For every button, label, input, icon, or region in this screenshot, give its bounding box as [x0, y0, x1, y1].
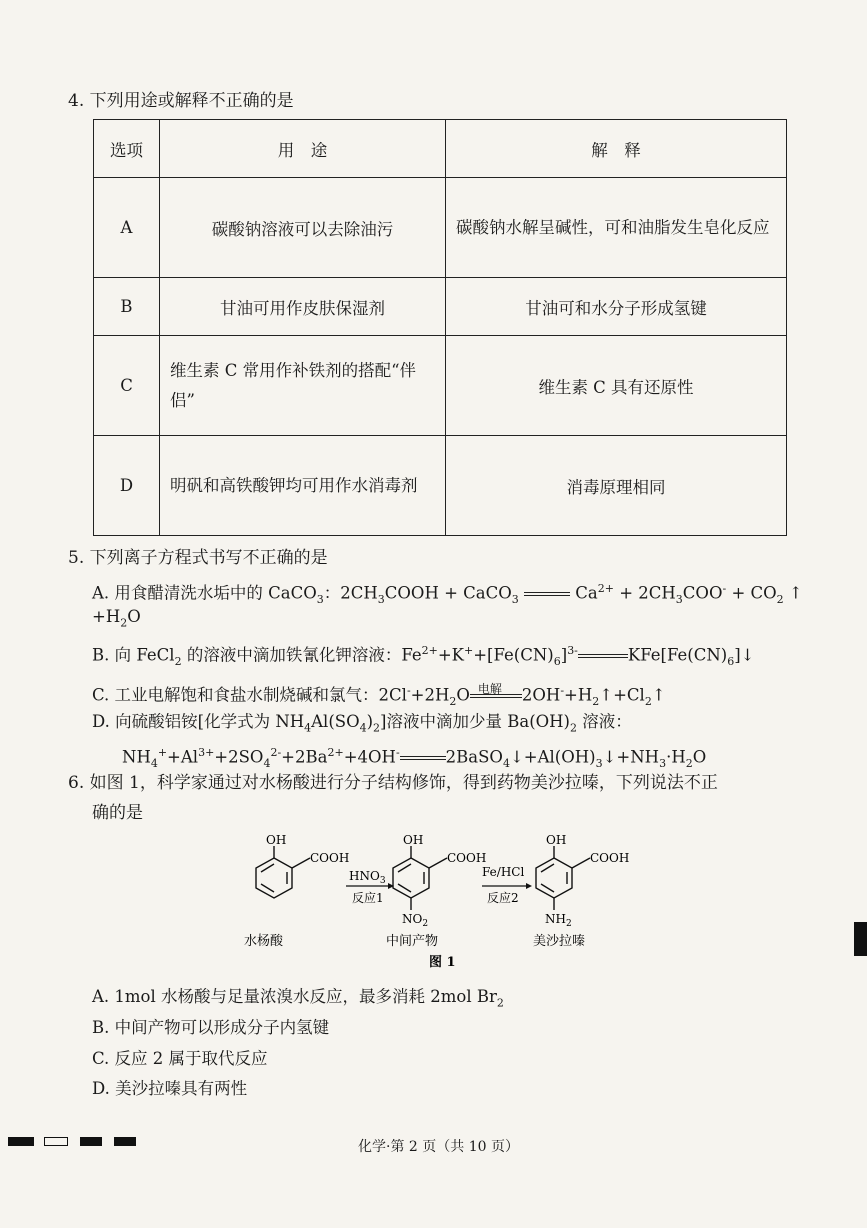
- q4-table: [93, 119, 787, 536]
- step2-label: 反应2: [487, 891, 519, 905]
- salicylic-cooh-label: COOH: [310, 851, 350, 865]
- intermediate-cooh-label: COOH: [447, 851, 487, 865]
- reagent2-label: Fe/HCl: [482, 865, 525, 879]
- q5-option-d-equation: $NH_4^++Al^{3+}+2SO_4^{2-}+2Ba^{2+}+4OH^-$ $2BaSO_4↓+Al(OH)_3↓+NH_3\cdot H_2O$: [122, 746, 707, 770]
- molecule-intermediate: [393, 846, 447, 910]
- row-d-use: 明矾和高铁酸钾均可用作水消毒剂: [160, 436, 446, 536]
- row-a-explanation: 碳酸钠水解呈碱性，可和油脂发生皂化反应: [446, 178, 787, 278]
- row-c-explanation: 维生素 C 具有还原性: [446, 336, 787, 436]
- q5-d-suffix: 溶液：: [576, 712, 632, 731]
- q6-a-text: A. 1mol 水杨酸与足量浓溴水反应，最多消耗 2mol Br: [92, 987, 497, 1006]
- row-d-explanation: 消毒原理相同: [446, 436, 787, 536]
- question-6-stem-line1: 6. 如图 1，科学家通过对水杨酸进行分子结构修饰，得到药物美沙拉嗪，下列说法不正: [68, 773, 718, 793]
- q5-d-prefix: D. 向硫酸铝铵[化学式为 NH: [92, 712, 305, 731]
- name-salicylic-acid: 水杨酸: [244, 934, 284, 949]
- figure-1-reaction-scheme: [236, 828, 656, 973]
- equals-sign: [524, 592, 570, 596]
- q6-option-c: C. 反应 2 属于取代反应: [92, 1049, 268, 1068]
- footer-block-4: [114, 1137, 136, 1146]
- row-c-use: 维生素 C 常用作补铁剂的搭配“伴侣”: [160, 336, 446, 436]
- intermediate-no2-label: $NO_2$: [402, 912, 429, 929]
- row-d-option: D: [94, 436, 160, 536]
- header-use: 用 途: [160, 120, 446, 178]
- mesalazine-oh-label: OH: [546, 833, 567, 847]
- name-intermediate: 中间产物: [386, 934, 439, 949]
- table-header-row: [94, 120, 787, 178]
- question-6-stem-line2: 确的是: [92, 803, 143, 823]
- footer-block-2: [44, 1137, 68, 1146]
- q5-b-text: 的溶液中滴加铁氰化钾溶液：: [181, 645, 402, 665]
- row-a-option: A: [94, 178, 160, 278]
- figure-caption: 图 1: [429, 955, 456, 970]
- arrow-2-head: [526, 883, 532, 889]
- row-b-option: B: [94, 278, 160, 336]
- row-b-explanation: 甘油可和水分子形成氢键: [446, 278, 787, 336]
- footer-block-3: [80, 1137, 102, 1146]
- intermediate-oh-label: OH: [403, 833, 424, 847]
- name-mesalazine: 美沙拉嗪: [533, 934, 586, 949]
- reagent1-label: $HNO_3$: [349, 869, 386, 886]
- q5-a-text: A. 用食醋清洗水垢中的 CaCO: [92, 583, 317, 603]
- q5-option-d: D. 向硫酸铝铵[化学式为 $NH_4Al(SO_4)_2$]溶液中滴加少量 $Ba(OH)_2$ 溶液：: [92, 712, 632, 735]
- q6-option-a: A. 1mol 水杨酸与足量浓溴水反应，最多消耗 2mol $Br_2$: [92, 987, 504, 1010]
- edge-marker: [854, 922, 867, 956]
- q5-option-a-cont: $+H_2O$: [92, 607, 141, 630]
- question-4-stem: 4. 下列用途或解释不正确的是: [68, 91, 294, 111]
- equals-sign: [578, 654, 628, 658]
- mesalazine-cooh-label: COOH: [590, 851, 630, 865]
- q5-option-a: A. 用食醋清洗水垢中的 CaCO$_3$：$2CH_3COOH$ + CaCO$_3$ $Ca^{2+} + 2CH_3COO^- + CO_2$ ↑: [92, 582, 803, 606]
- row-c-option: C: [94, 336, 160, 436]
- table-row: [94, 436, 787, 536]
- header-explanation: 解 释: [446, 120, 787, 178]
- q5-d-mid: ]溶液中滴加少量 Ba(OH): [380, 712, 570, 731]
- electrolysis-label: 电解: [477, 682, 502, 696]
- table-row: [94, 278, 787, 336]
- electrolysis-sign: [470, 682, 522, 698]
- row-a-use: 碳酸钠溶液可以去除油污: [160, 178, 446, 278]
- step1-label: 反应1: [352, 891, 384, 905]
- molecule-mesalazine: [536, 846, 590, 910]
- row-b-use: 甘油可用作皮肤保湿剂: [160, 278, 446, 336]
- header-option: 选项: [94, 120, 160, 178]
- page-footer: 化学·第 2 页（共 10 页）: [358, 1139, 519, 1155]
- molecule-salicylic-acid: [256, 846, 310, 898]
- table-row: [94, 336, 787, 436]
- salicylic-oh-label: OH: [266, 833, 287, 847]
- table-row: [94, 178, 787, 278]
- equals-sign: [400, 756, 446, 760]
- q6-option-d: D. 美沙拉嗪具有两性: [92, 1079, 248, 1098]
- q5-option-b: B. 向 FeCl$_2$ 的溶液中滴加铁氰化钾溶液：$Fe^{2+}+K^++[Fe(CN)_6]^{3-}$ $KFe[Fe(CN)_6]↓$: [92, 644, 755, 668]
- mesalazine-nh2-label: $NH_2$: [545, 912, 572, 929]
- q6-option-b: B. 中间产物可以形成分子内氢键: [92, 1018, 330, 1037]
- question-5-stem: 5. 下列离子方程式书写不正确的是: [68, 548, 328, 568]
- footer-block-1: [8, 1137, 34, 1146]
- q5-option-c: C. 工业电解饱和食盐水制烧碱和氯气：$2Cl^-+2H_2O$ 电解 $2OH^-+H_2↑+Cl_2↑$: [92, 678, 666, 715]
- q5-b-prefix: B. 向 FeCl: [92, 645, 175, 665]
- q5-c-text: C. 工业电解饱和食盐水制烧碱和氯气：: [92, 685, 379, 705]
